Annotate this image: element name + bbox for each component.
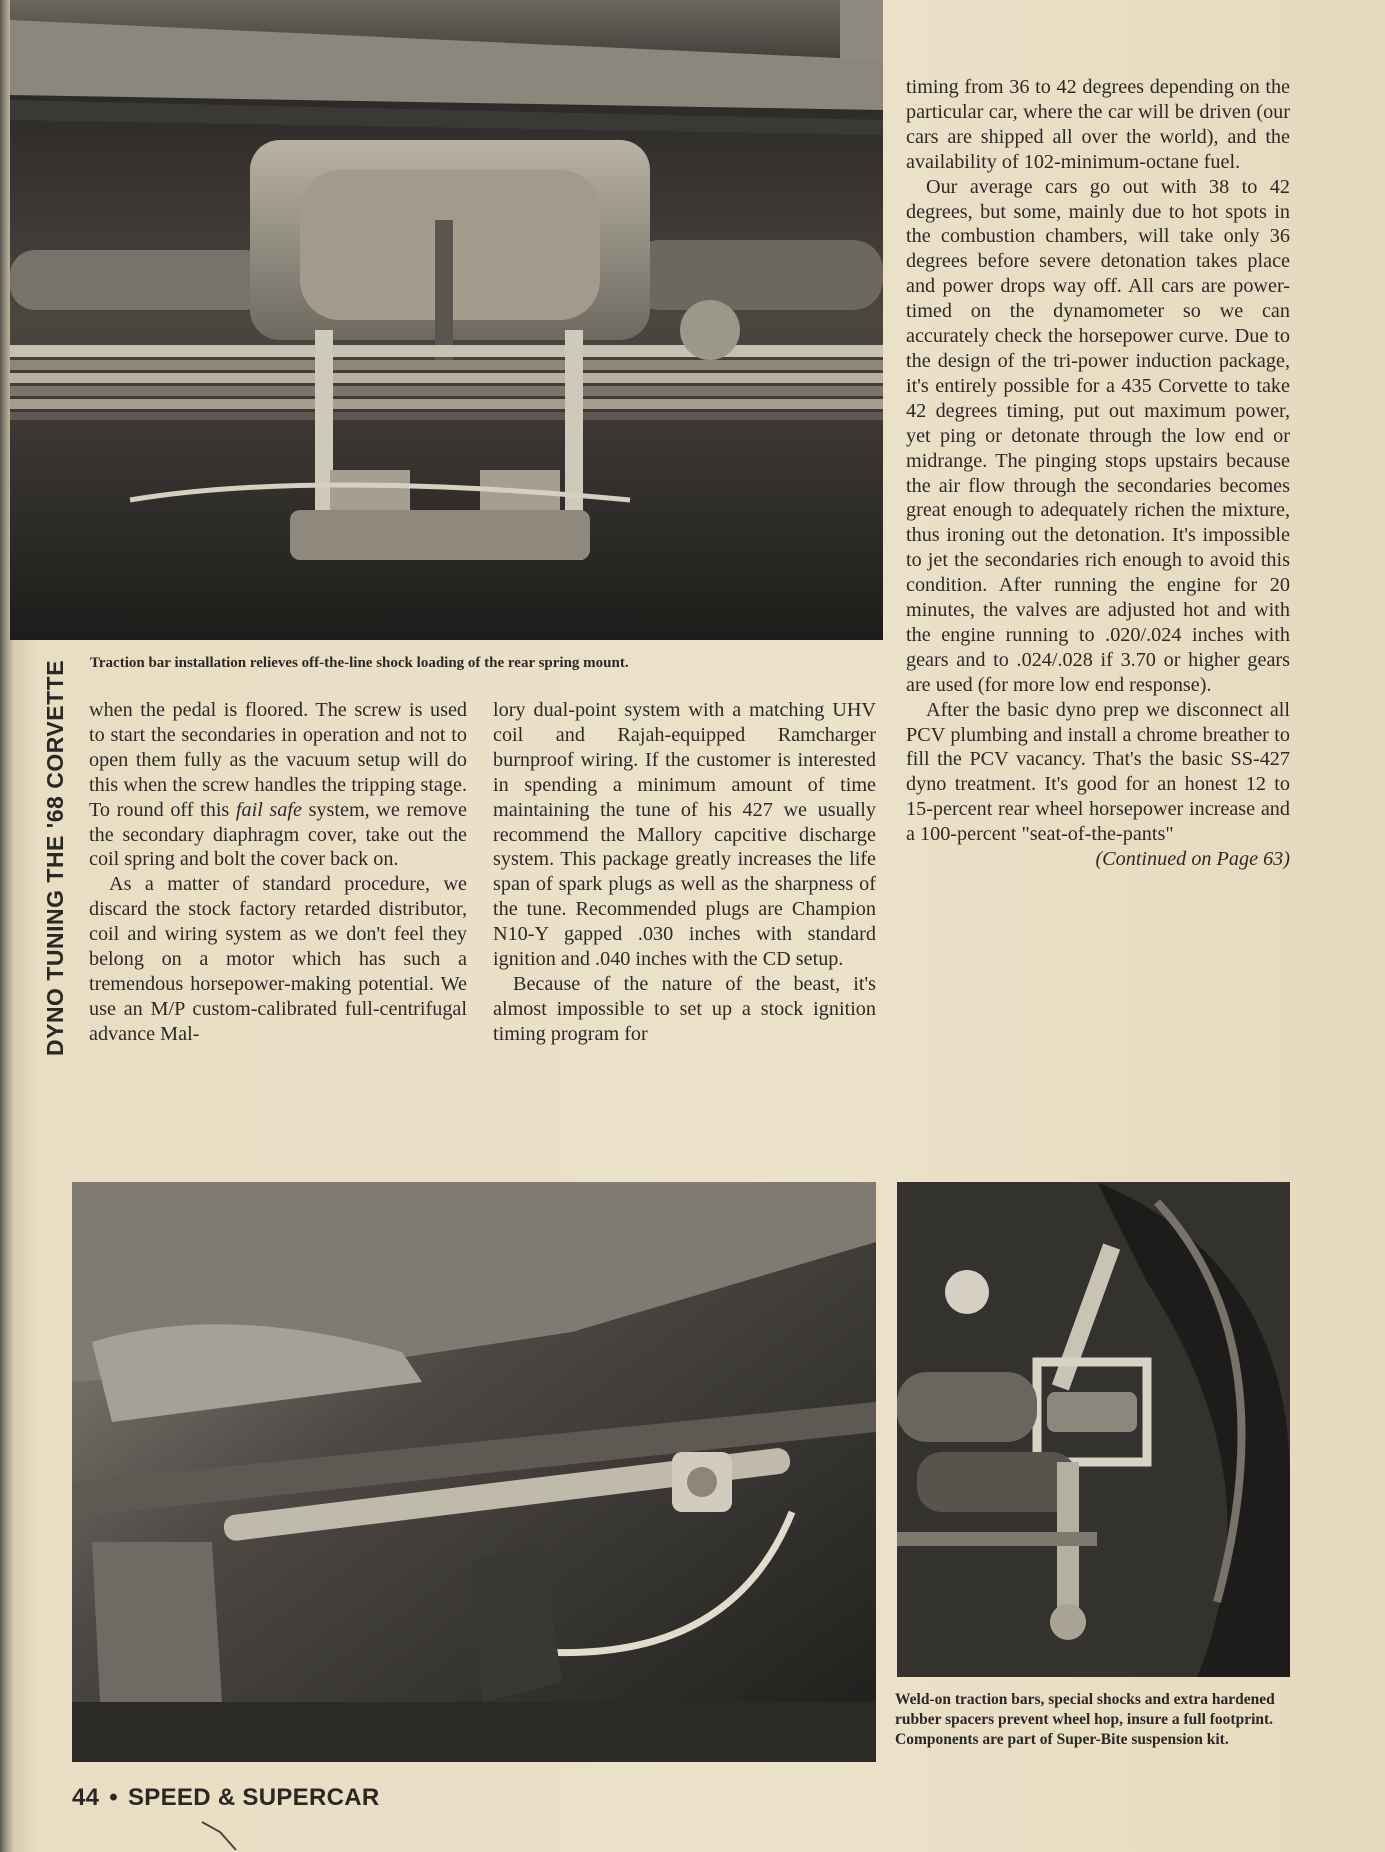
italic-text: fail safe bbox=[235, 798, 302, 821]
pencil-mark-icon bbox=[200, 1818, 240, 1852]
page-footer bbox=[72, 1784, 380, 1812]
separator-dot: • bbox=[109, 1784, 118, 1811]
paragraph: timing from 36 to 42 degrees depending on the particular car, where the car will be driven (our cars are shipped all over the world), and the availability of 102-minimum-octane fuel. bbox=[906, 76, 1290, 173]
text: system, we remove the secondary diaphragm cover, take out the coil spring and bolt the cover back on. bbox=[89, 798, 467, 871]
article-column-3 bbox=[906, 75, 1290, 872]
article-column-1 bbox=[89, 698, 467, 1047]
magazine-title: SPEED & SUPERCAR bbox=[128, 1784, 380, 1811]
paragraph: Our average cars go out with 38 to 42 degrees, but some, mainly due to hot spots in the combustion chambers, will take only 36 degrees before severe detonation takes place and power drops way off. All cars are power-timed on the dynamometer so we can accurately check the horsepower curve. Due to the design of the tri-power induction package, it's entirely possible for a 435 Corvette to take 42 degrees timing, put out maximum power, yet ping or detonate through the low end or midrange. The pinging stops upstairs because the air flow through the secondaries becomes great enough to adequately richen the mixture, thus ironing out the detonation. It's impossible to jet the secondaries rich enough to avoid this condition. After running the engine for 20 minutes, the valves are adjusted hot and with the engine running to .020/.024 inches with gears and to .024/.028 if 3.70 or higher gears are used (for more low end response). bbox=[906, 175, 1290, 696]
paragraph: As a matter of standard procedure, we discard the stock factory retarded distributor, coil and wiring system as we don't feel they belong on a motor which has such a tremendous horsepower-making potential. We use an M/P custom-calibrated full-centrifugal advance Mal- bbox=[89, 873, 467, 1045]
caption-bottom-right-photo: Weld-on traction bars, special shocks and extra hardened rubber spacers prevent wheel hop, insure a full footprint. Components are part of Super-Bite suspension kit. bbox=[895, 1691, 1275, 1748]
paragraph bbox=[89, 698, 467, 872]
continued-note: (Continued on Page 63) bbox=[1095, 848, 1290, 871]
photo-shock-spacer-detail bbox=[897, 1182, 1290, 1677]
photo-rear-spring-mount bbox=[10, 0, 883, 640]
caption-top-photo: Traction bar installation relieves off-the-line shock loading of the rear spring mount. bbox=[90, 655, 629, 671]
article-column-2 bbox=[493, 698, 876, 1047]
paragraph: lory dual-point system with a matching UHV coil and Rajah-equipped Ramcharger burnproof wiring. If the customer is interested in spending a minimum amount of time maintaining the tune of his 427 we usually recommend the Mallory capcitive discharge system. This package greatly increases the life span of spark plugs as well as the sharpness of the tune. Recommended plugs are Champion N10-Y gapped .030 inches with standard ignition and .040 inches with the CD setup. bbox=[493, 699, 876, 971]
page-number: 44 bbox=[72, 1784, 100, 1811]
paragraph: After the basic dyno prep we disconnect all PCV plumbing and install a chrome breather to fill the PCV vacancy. That's the basic SS-427 dyno treatment. It's good for an honest 12 to 15-percent rear wheel horsepower increase and a 100-percent "seat-of-the-pants" bbox=[906, 698, 1290, 846]
paragraph: Because of the nature of the beast, it's almost impossible to set up a stock ignition timing program for bbox=[493, 972, 876, 1045]
section-title-vertical: DYNO TUNING THE '68 CORVETTE bbox=[42, 659, 68, 1056]
photo-traction-bar-underside bbox=[72, 1182, 876, 1762]
text: when the pedal is floored. The screw is used to start the secondaries in operation and not to open them fully as the vacuum setup will do this when the screw handles the tripping stage. To round off this bbox=[89, 699, 467, 821]
